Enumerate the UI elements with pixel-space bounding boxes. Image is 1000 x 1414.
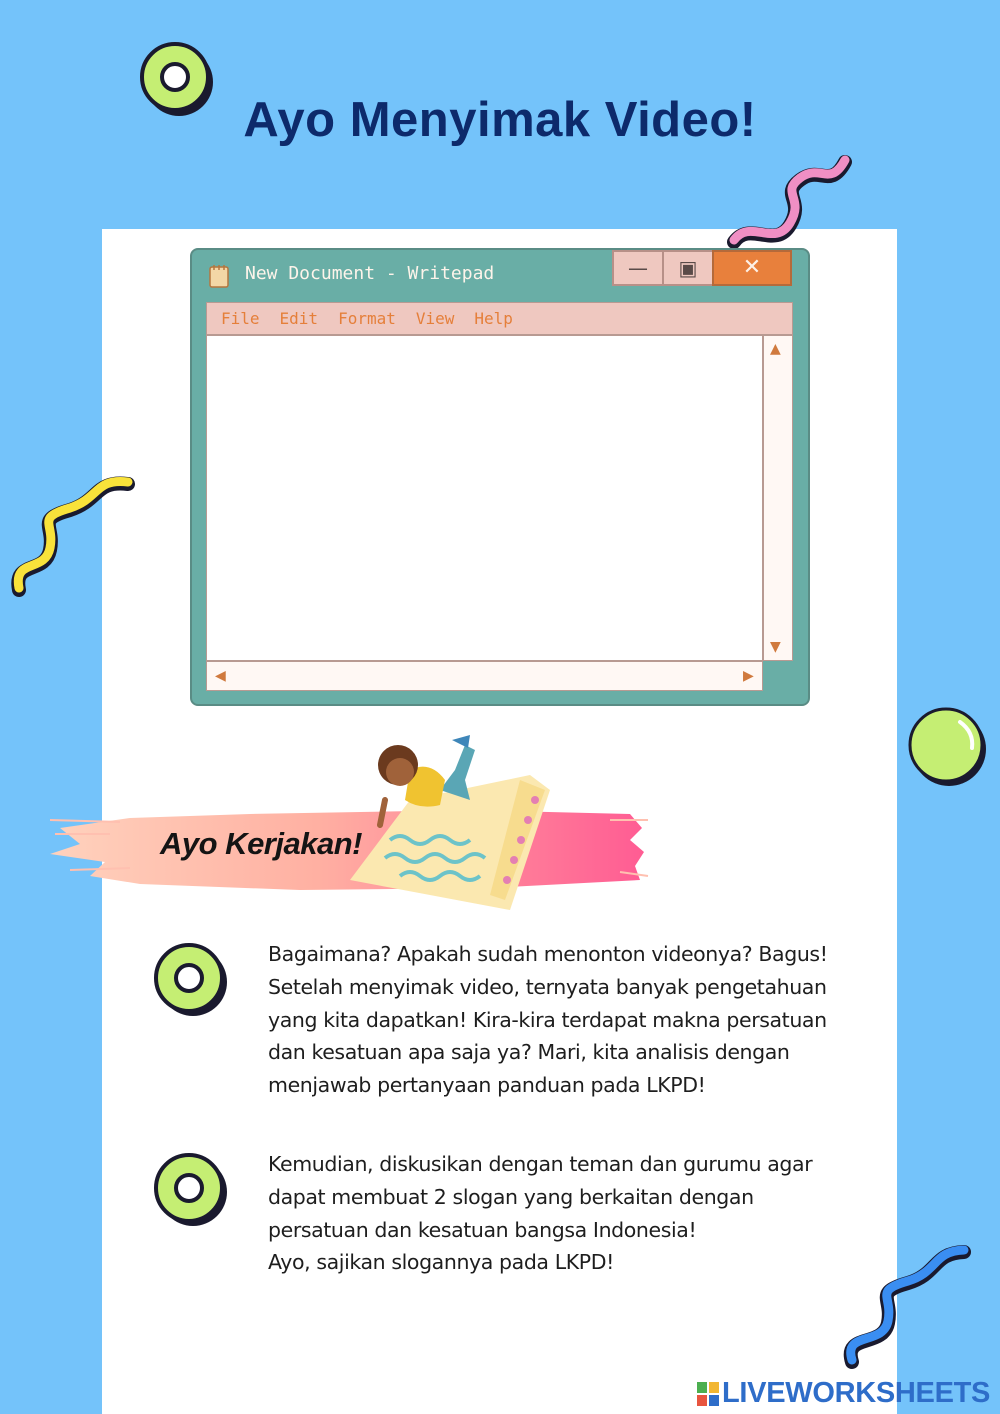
horizontal-scrollbar[interactable]	[206, 661, 763, 691]
maximize-button[interactable]	[662, 250, 714, 286]
instruction-paragraph-2	[268, 1148, 868, 1279]
window-title: New Document - Writepad	[245, 263, 495, 284]
yellow-squiggle-decoration	[5, 470, 140, 610]
bullet-ring-2	[150, 1150, 230, 1230]
bullet-ring-1	[150, 940, 230, 1020]
maximize-icon: ▣	[678, 256, 698, 280]
close-icon: ✕	[742, 255, 762, 280]
notepad-icon	[209, 264, 229, 288]
paragraph-line: Ayo, sajikan slogannya pada LKPD!	[268, 1250, 614, 1275]
paragraph-line: Kemudian, diskusikan dengan teman dan gurumu agar	[268, 1152, 813, 1176]
paragraph-line: menjawab pertanyaan panduan pada LKPD!	[268, 1073, 706, 1098]
instruction-paragraph-1	[268, 938, 868, 1102]
brand-name: LIVEWORKSHEETS	[722, 1377, 991, 1409]
liveworksheets-logo-icon	[697, 1382, 719, 1406]
menu-view[interactable]: View	[415, 309, 455, 328]
menu-help[interactable]: Help	[474, 309, 513, 328]
page-title: Ayo Menyimak Video!	[243, 93, 757, 147]
paragraph-line: Bagaimana? Apakah sudah menonton videonya? Bagus!	[268, 942, 828, 966]
paragraph-line: dan kesatuan apa saja ya? Mari, kita analisis dengan	[268, 1040, 790, 1065]
close-button[interactable]	[712, 250, 792, 286]
scroll-left-icon[interactable]: ◀	[215, 668, 226, 684]
liveworksheets-brand[interactable]	[697, 1377, 990, 1410]
scroll-right-icon[interactable]: ▶	[743, 668, 754, 684]
minimize-icon: —	[628, 256, 648, 280]
scroll-up-icon[interactable]: ▲	[770, 341, 781, 357]
banner-label: Ayo Kerjakan!	[160, 826, 362, 861]
menu-format[interactable]: Format	[338, 309, 396, 328]
paragraph-line: yang kita dapatkan! Kira-kira terdapat makna persatuan	[268, 1007, 827, 1032]
menu-bar	[206, 302, 793, 335]
paragraph-line: Setelah menyimak video, ternyata banyak pengetahuan	[268, 974, 827, 999]
blue-squiggle-decoration	[838, 1238, 978, 1378]
kid-writing-illustration	[340, 730, 560, 920]
minimize-button[interactable]	[612, 250, 664, 286]
menu-edit[interactable]: Edit	[279, 309, 319, 328]
green-ball-decoration	[902, 702, 992, 790]
menu-file[interactable]: File	[221, 309, 260, 328]
document-text-area[interactable]	[206, 335, 763, 661]
scroll-down-icon[interactable]: ▼	[770, 639, 781, 655]
vertical-scrollbar[interactable]	[763, 335, 793, 661]
paragraph-line: dapat membuat 2 slogan yang berkaitan dengan	[268, 1184, 754, 1209]
paragraph-line: persatuan dan kesatuan bangsa Indonesia!	[268, 1217, 697, 1242]
pink-squiggle-decoration	[720, 140, 860, 260]
